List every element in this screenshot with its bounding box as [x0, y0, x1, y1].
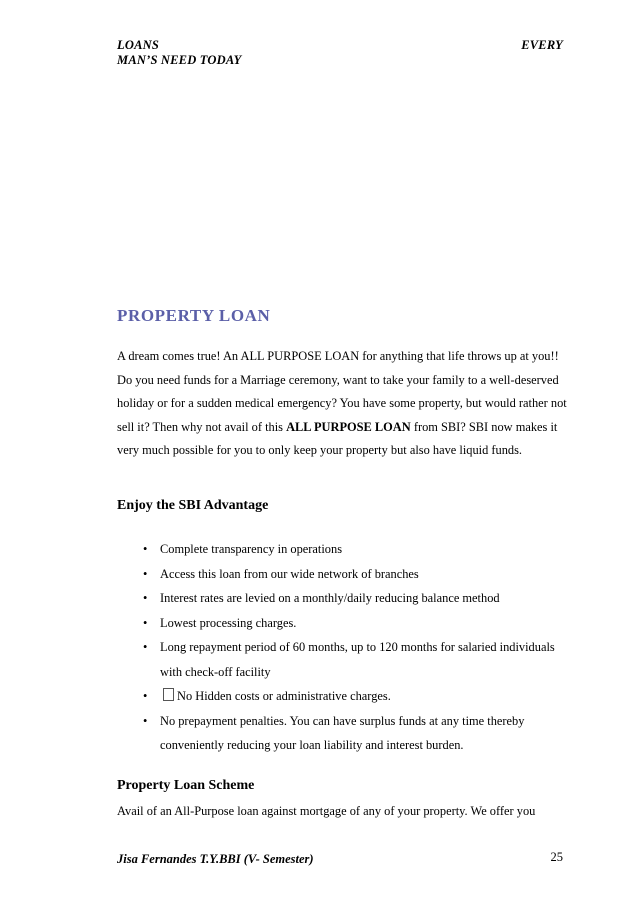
page-footer	[117, 850, 563, 868]
list-item-text: No prepayment penalties. You can have surplus funds at any time thereby conveniently reducing your loan liability and interest burden.	[160, 713, 525, 752]
advantages-list	[143, 537, 573, 758]
bullet-icon: •	[143, 640, 148, 654]
section-title: PROPERTY LOAN	[117, 306, 271, 325]
bullet-icon: •	[143, 542, 148, 556]
bullet-icon: •	[143, 689, 148, 703]
header-title-line1: LOANS	[117, 38, 159, 52]
list-item-text: Complete transparency in operations	[160, 542, 343, 556]
list-item	[143, 684, 573, 709]
bullet-icon: •	[143, 713, 148, 728]
list-item	[143, 611, 573, 636]
scheme-paragraph: Avail of an All-Purpose loan against mortgage of any of your property. We offer you	[117, 804, 536, 818]
page-header	[117, 38, 563, 68]
list-item-text: Interest rates are levied on a monthly/daily reducing balance method	[160, 591, 500, 605]
list-item	[143, 562, 573, 587]
list-item	[143, 586, 573, 611]
header-title-line2: MAN’S NEED TODAY	[117, 53, 242, 67]
list-item-text: Lowest processing charges.	[160, 615, 297, 630]
bullet-icon: •	[143, 591, 148, 605]
list-item-text: No Hidden costs or administrative charges.	[177, 689, 391, 703]
intro-paragraph	[117, 345, 569, 463]
list-item-text: Access this loan from our wide network of branches	[160, 566, 419, 581]
page-number: 25	[550, 850, 563, 864]
intro-bold-phrase: ALL PURPOSE LOAN	[286, 419, 411, 434]
missing-glyph-box-icon	[163, 688, 174, 701]
header-title-right: EVERY	[521, 38, 563, 52]
footer-author: Jisa Fernandes T.Y.BBI (V- Semester)	[117, 852, 314, 866]
advantage-heading: Enjoy the SBI Advantage	[117, 498, 269, 513]
list-item-text: Long repayment period of 60 months, up to 120 months for salaried individuals with check-off facility	[160, 640, 555, 679]
bullet-icon: •	[143, 615, 148, 630]
bullet-icon: •	[143, 566, 148, 581]
list-item	[143, 537, 573, 562]
list-item	[143, 709, 573, 758]
list-item	[143, 635, 573, 684]
scheme-heading: Property Loan Scheme	[117, 778, 255, 793]
intro-text-part1: A dream comes true! An ALL PURPOSE LOAN for anything that life throws up at you!! Do you need funds for a Marriage ceremony, want to take your family to a well-deserved holiday or for a sudden medical emergency? You have some property, but would rather not sell it? Then why not avail of this	[117, 349, 567, 434]
intro-text-part2: from SBI? SBI now makes it very much possible for you to only keep your property but also have liquid funds.	[117, 419, 558, 458]
